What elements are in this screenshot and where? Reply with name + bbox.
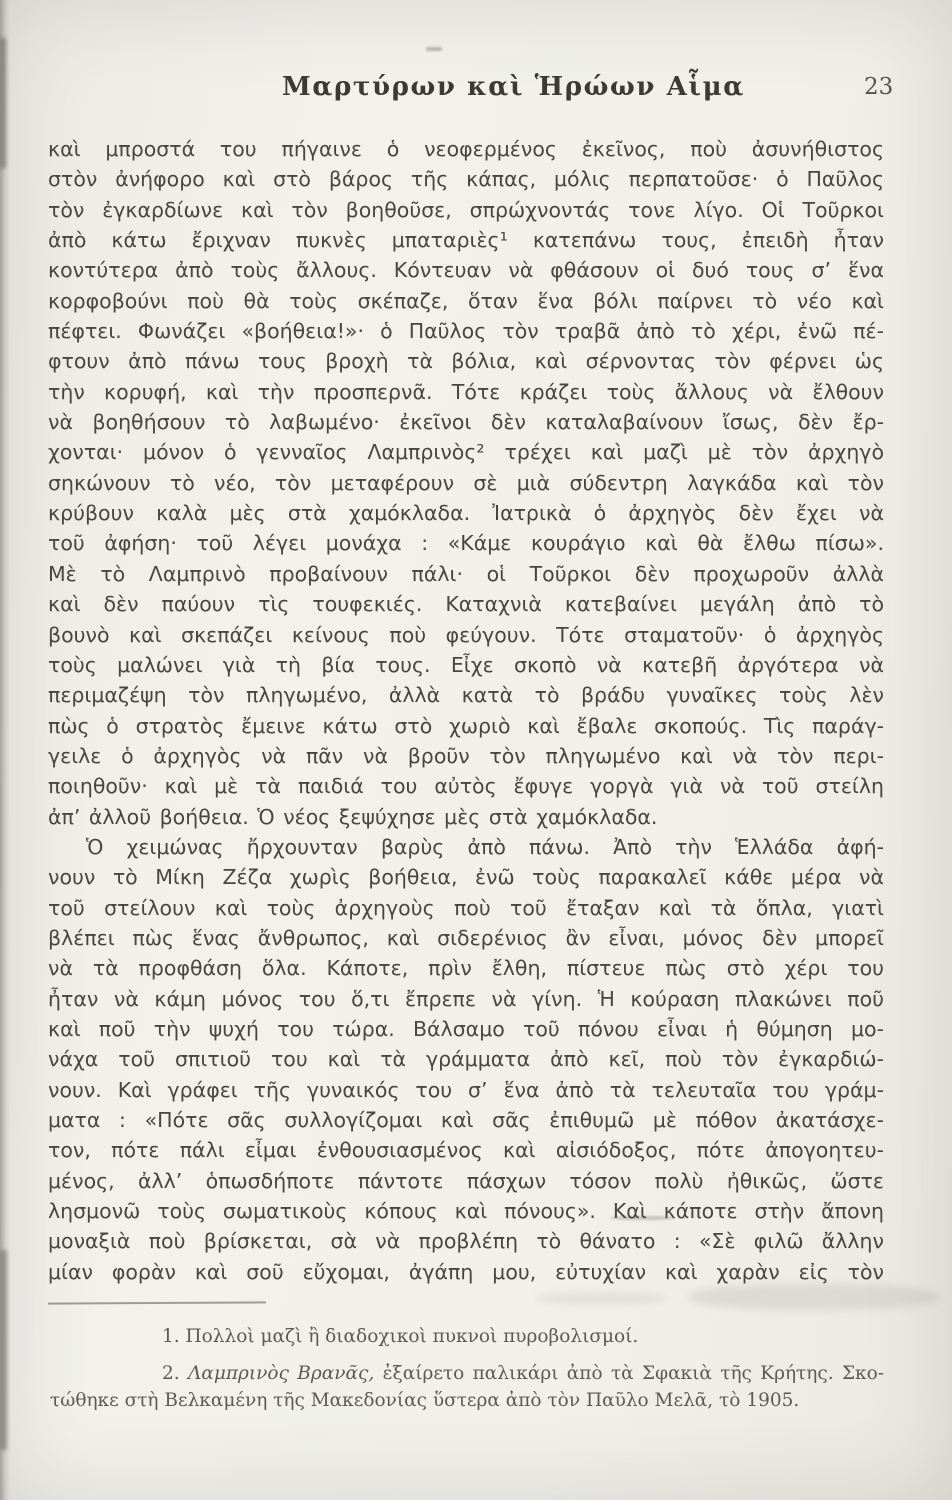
text-line: μοναξιὰ ποὺ βρίσκεται, σὰ νὰ προβλέπη τὸ θάνατο : «Σὲ φιλῶ ἄλλην bbox=[48, 1229, 884, 1254]
scan-smudge bbox=[536, 1292, 666, 1305]
text-line: Μὲ τὸ Λαμπρινὸ προβαίνουν πάλι· οἱ Τοῦρκοι δὲν προχωροῦν ἀλλὰ bbox=[48, 561, 884, 586]
text-line: καὶ μπροστά του πήγαινε ὁ νεοφερμένος ἐκεῖνος, ποὺ ἀσυνήθιστος bbox=[48, 137, 884, 161]
text-line: λησμονῶ τοὺς σωματικοὺς κόπους καὶ πόνους». Καὶ κάποτε στὴν ἄπονη bbox=[48, 1199, 884, 1224]
footnote-2-line-1 bbox=[50, 1360, 884, 1387]
text-line: πέφτει. Φωνάζει «βοήθεια!»· ὁ Παῦλος τὸν τραβᾶ ἀπὸ τὸ χέρι, ἐνῶ πέ- bbox=[48, 319, 884, 344]
page-number: 23 bbox=[864, 74, 894, 100]
text-line: νὰ βοηθήσουν τὸ λαβωμένο· ἐκεῖνοι δὲν καταλαβαίνουν ἴσως, δὲν ἔρ- bbox=[48, 410, 884, 435]
text-line: φτουν ἀπὸ πάνω τους βροχὴ τὰ βόλια, καὶ σέρνοντας τὸν φέρνει ὡς bbox=[48, 349, 884, 374]
text-line: κρύβουν καλὰ μὲς στὰ χαμόκλαδα. Ἰατρικὰ ὁ ἀρχηγὸς δὲν ἔχει νὰ bbox=[48, 501, 884, 526]
text-line: γειλε ὁ ἀρχηγὸς νὰ πᾶν νὰ βροῦν τὸν πληγωμένο καὶ νὰ τὸν περι- bbox=[48, 743, 884, 768]
running-header-title: Μαρτύρων καὶ Ἡρώων Αἷμα bbox=[282, 72, 745, 102]
text-line-paragraph-start: Ὁ χειμώνας ἤρχουνταν βαρὺς ἀπὸ πάνω. Ἀπὸ τὴν Ἑλλάδα ἀφή- bbox=[86, 834, 884, 859]
footnote-2-number: 2. bbox=[162, 1363, 180, 1384]
text-line: στὸν ἀνήφορο καὶ στὸ βάρος τῆς κάπας, μόλις περπατοῦσε· ὁ Παῦλος bbox=[48, 167, 884, 192]
text-line: τον, πότε πάλι εἶμαι ἐνθουσιασμένος καὶ αἰσιόδοξος, πότε ἀπογοητευ- bbox=[48, 1138, 884, 1163]
text-line: περιμαζέψη τὸν πληγωμένο, ἀλλὰ κατὰ τὸ βράδυ γυναῖκες τοὺς λὲν bbox=[48, 683, 884, 708]
text-line: καὶ ποῦ τὴν ψυχή του τώρα. Βάλσαμο τοῦ πόνου εἶναι ἡ θύμηση μο- bbox=[48, 1016, 884, 1041]
footnotes-block bbox=[50, 1323, 884, 1414]
text-line: κορφοβούνι ποὺ θὰ τοὺς σκέπαζε, ὅταν ἕνα βόλι παίρνει τὸ νέο καὶ bbox=[48, 288, 884, 313]
text-line: νάχα τοῦ σπιτιοῦ του καὶ τὰ γράμματα ἀπὸ κεῖ, ποὺ τὸν ἐγκαρδιώ- bbox=[48, 1047, 884, 1072]
text-line: σηκώνουν τὸ νέο, τὸν μεταφέρουν σὲ μιὰ σύδεντρη λαγκάδα καὶ τὸν bbox=[48, 470, 884, 495]
footnote-2-text: ἐξαίρετο παλικάρι ἀπὸ τὰ Σφακιὰ τῆς Κρήτης. Σκο- bbox=[382, 1363, 884, 1384]
text-line: τὴν κορυφή, καὶ τὴν προσπερνᾶ. Τότε κράζει τοὺς ἄλλους νὰ ἔλθουν bbox=[48, 379, 884, 404]
text-line: τοῦ στείλουν καὶ τοὺς ἀρχηγοὺς ποὺ τοῦ ἔταξαν καὶ τὰ ὅπλα, γιατὶ bbox=[48, 895, 884, 920]
text-line: μίαν φορὰν καὶ σοῦ εὔχομαι, ἀγάπη μου, εὐτυχίαν καὶ χαρὰν εἰς τὸν bbox=[48, 1259, 884, 1284]
text-line: βλέπει πὼς ἕνας ἄνθρωπος, καὶ σιδερένιος ἂν εἶναι, μόνος δὲν μπορεῖ bbox=[48, 925, 884, 950]
text-line: τοῦ ἀφήση· τοῦ λέγει μονάχα : «Κάμε κουράγιο καὶ θὰ ἔλθω πίσω». bbox=[48, 531, 884, 556]
text-line: ματα : «Πότε σᾶς συλλογίζομαι καὶ σᾶς ἐπιθυμῶ μὲ πόθον ἀκατάσχε- bbox=[48, 1108, 884, 1132]
footnote-2-name: Λαμπρινὸς Βρανᾶς, bbox=[188, 1363, 375, 1384]
text-line: τὸν ἐγκαρδίωνε καὶ τὸν βοηθοῦσε, σπρώχνοντάς τονε λίγο. Οἱ Τοῦρκοι bbox=[48, 197, 884, 222]
text-line: νὰ τὰ προφθάση ὅλα. Κάποτε, πρὶν ἔλθη, πίστευε πὼς στὸ χέρι του bbox=[48, 956, 884, 981]
footnote-2-line-2: τώθηκε στὴ Βελκαμένη τῆς Μακεδονίας ὕστερα ἀπὸ τὸν Παῦλο Μελᾶ, τὸ 1905. bbox=[50, 1390, 800, 1411]
text-line: πὼς ὁ στρατὸς ἔμεινε κάτω στὸ χωριὸ καὶ ἔβαλε σκοπούς. Τὶς παράγ- bbox=[48, 713, 884, 738]
text-line: ποιηθοῦν· καὶ μὲ τὰ παιδιά του αὐτὸς ἔφυγε γοργὰ γιὰ νὰ τοῦ στείλη bbox=[48, 774, 884, 799]
text-line-paragraph-end: ἀπ’ ἀλλοῦ βοήθεια. Ὁ νέος ξεψύχησε μὲς στὰ χαμόκλαδα. bbox=[48, 804, 658, 829]
footnote-separator-rule bbox=[48, 1301, 266, 1304]
footnote-1: 1. Πολλοὶ μαζὶ ἢ διαδοχικοὶ πυκνοὶ πυροβολισμοί. bbox=[162, 1326, 639, 1347]
scan-smudge bbox=[688, 1284, 940, 1310]
text-line: ἦταν νὰ κάμη μόνος του ὅ,τι ἔπρεπε νὰ γίνη. Ἡ κούραση πλακώνει ποῦ bbox=[48, 986, 884, 1011]
text-line: κοντύτερα ἀπὸ τοὺς ἄλλους. Κόντευαν νὰ φθάσουν οἱ δυό τους σ’ ἕνα bbox=[48, 258, 884, 283]
text-line: ἀπὸ κάτω ἔριχναν πυκνὲς μπαταριὲς¹ κατεπάνω τους, ἐπειδὴ ἦταν bbox=[48, 228, 884, 253]
text-line: καὶ δὲν παύουν τὶς τουφεκιές. Καταχνιὰ κατεβαίνει μεγάλη ἀπὸ τὸ bbox=[48, 592, 884, 617]
text-line: νουν. Καὶ γράφει τῆς γυναικός του σ’ ἕνα ἀπὸ τὰ τελευταῖα του γράμ- bbox=[48, 1077, 884, 1102]
text-line: νουν τὸ Μίκη Ζέζα χωρὶς βοήθεια, ἐνῶ τοὺς παρακαλεῖ κάθε μέρα νὰ bbox=[48, 865, 884, 890]
scan-smudge bbox=[426, 47, 442, 51]
text-line: τοὺς μαλώνει γιὰ τὴ βία τους. Εἶχε σκοπὸ νὰ κατεβῆ ἀργότερα νὰ bbox=[48, 652, 884, 677]
text-line: βουνὸ καὶ σκεπάζει κείνους ποὺ φεύγουν. Τότε σταματοῦν· ὁ ἀρχηγὸς bbox=[48, 622, 884, 647]
body-text-block bbox=[48, 134, 884, 1287]
text-line: χονται· μόνον ὁ γενναῖος Λαμπρινὸς² τρέχει καὶ μαζὶ μὲ τὸν ἀρχηγὸ bbox=[48, 440, 884, 465]
text-line: μένος, ἀλλ’ ὁπωσδήποτε πάντοτε πάσχων τόσον πολὺ ἠθικῶς, ὥστε bbox=[48, 1168, 884, 1193]
scan-edge-smudge-top bbox=[0, 38, 6, 168]
scan-edge-smudge-bottom bbox=[0, 1250, 7, 1450]
